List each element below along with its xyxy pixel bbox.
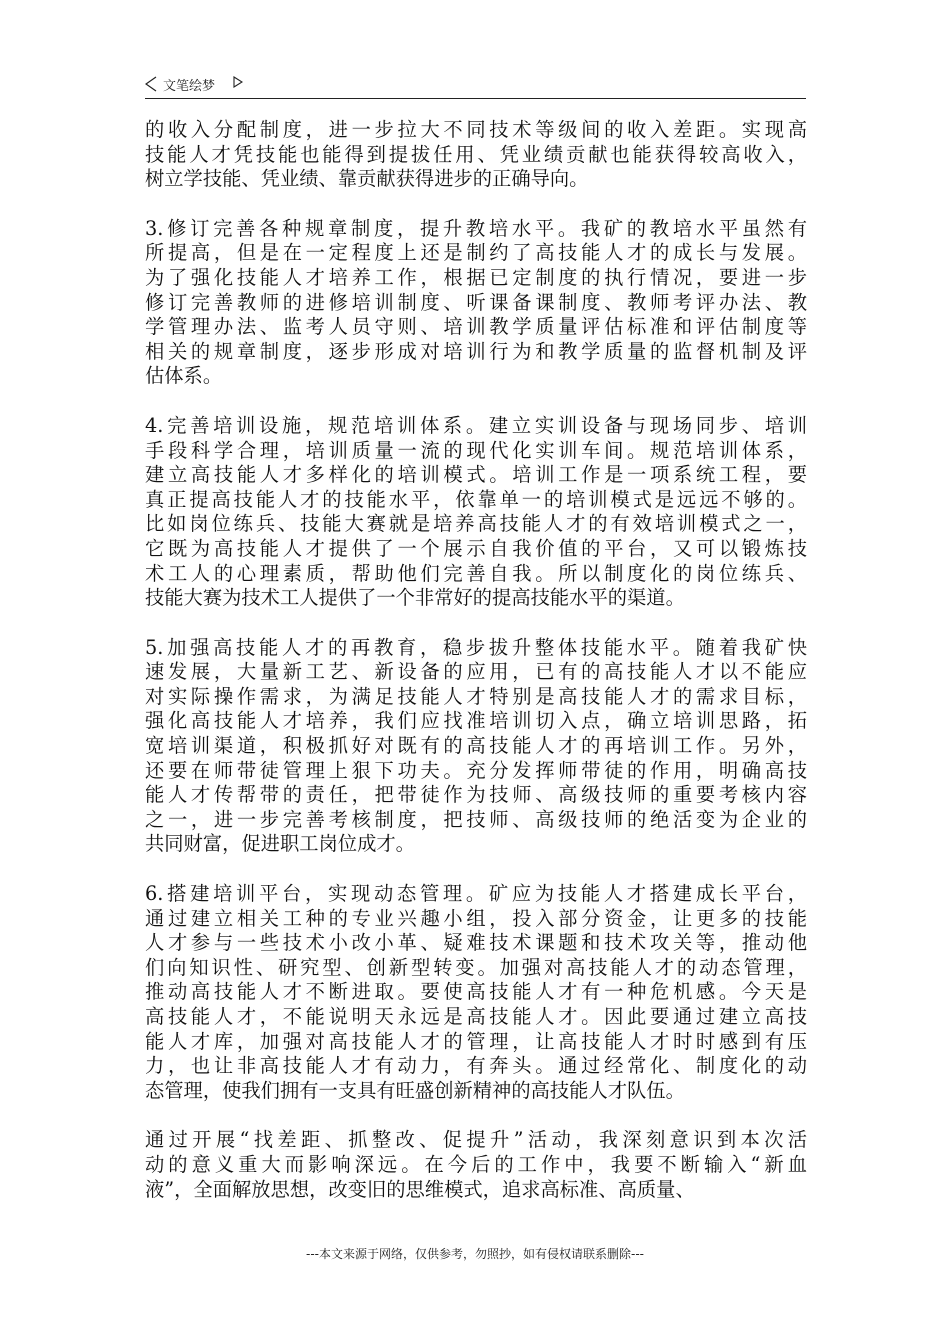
text-line: 之一，进一步完善考核制度，把技师、高级技师的绝活变为企业的	[145, 807, 807, 831]
text-line: 通过开展“找差距、抓整改、促提升”活动，我深刻意识到本次活	[145, 1128, 807, 1152]
paragraph	[145, 217, 807, 389]
text-line: 人才参与一些技术小改小革、疑难技术课题和技术攻关等，推动他	[145, 931, 807, 955]
text-line: 估体系。	[145, 364, 223, 388]
paragraph	[145, 882, 807, 1103]
header-title: 文笔绘梦	[163, 79, 216, 94]
text-line: 4.完善培训设施，规范培训体系。建立实训设备与现场同步、培训	[145, 413, 807, 437]
text-line: 学管理办法、监考人员守则、培训教学质量评估标准和评估制度等	[145, 315, 807, 339]
paragraph	[145, 1128, 807, 1202]
text-line: 它既为高技能人才提供了一个展示自我价值的平台，又可以锻炼技	[145, 536, 807, 560]
text-line: 相关的规章制度，逐步形成对培训行为和教学质量的监督机制及评	[145, 339, 807, 363]
text-line: 通过建立相关工种的专业兴趣小组，投入部分资金，让更多的技能	[145, 906, 807, 930]
text-line: 所提高，但是在一定程度上还是制约了高技能人才的成长与发展。	[145, 241, 807, 265]
paragraph	[145, 414, 807, 611]
text-line: 的收入分配制度，进一步拉大不同技术等级间的收入差距。实现高	[145, 118, 807, 141]
text-line: 5.加强高技能人才的再教育，稳步拔升整体技能水平。随着我矿快	[145, 635, 807, 659]
text-line: 高技能人才，不能说明天永远是高技能人才。因此要通过建立高技	[145, 1005, 807, 1028]
text-line: 树立学技能、凭业绩、靠贡献获得进步的正确导向。	[145, 167, 589, 191]
text-line: 技能大赛为技术工人提供了一个非常好的提高技能水平的渠道。	[145, 586, 685, 610]
text-line: 术工人的心理素质，帮助他们完善自我。所以制度化的岗位练兵、	[145, 561, 807, 585]
text-line: 力，也让非高技能人才有动力，有奔头。通过经常化、制度化的动	[145, 1054, 807, 1078]
text-line: 还要在师带徒管理上狠下功夫。充分发挥师带徒的作用，明确高技	[145, 758, 807, 782]
text-line: 3.修订完善各种规章制度，提升教培水平。我矿的教培水平虽然有	[145, 216, 807, 240]
text-line: 修订完善教师的进修培训制度、听课备课制度、教师考评办法、教	[145, 290, 807, 314]
text-line: 真正提高技能人才的技能水平，依靠单一的培训模式是远远不够的。	[145, 487, 807, 511]
text-line: 动的意义重大而影响深远。在今后的工作中，我要不断输入“新血	[145, 1152, 807, 1176]
text-line: 速发展，大量新工艺、新设备的应用，已有的高技能人才以不能应	[145, 660, 807, 684]
text-line: 比如岗位练兵、技能大赛就是培养高技能人才的有效培训模式之一，	[145, 512, 807, 536]
text-line: 对实际操作需求，为满足技能人才特别是高技能人才的需求目标，	[145, 684, 807, 708]
page-header	[145, 74, 806, 99]
text-line: 强化高技能人才培养，我们应找准培训切入点，确立培训思路，拓	[145, 709, 807, 733]
text-line: 手段科学合理，培训质量一流的现代化实训车间。规范培训体系，	[145, 438, 807, 462]
paragraph	[145, 118, 807, 192]
text-line: 们向知识性、研究型、创新型转变。加强对高技能人才的动态管理，	[145, 955, 807, 979]
left-triangle-icon	[145, 76, 157, 92]
text-line: 6.搭建培训平台，实现动态管理。矿应为技能人才搭建成长平台，	[145, 882, 807, 906]
text-line: 宽培训渠道，积极抓好对既有的高技能人才的再培训工作。另外，	[145, 734, 807, 758]
document-body	[145, 118, 807, 1227]
footer-disclaimer: ---本文来源于网络，仅供参考，勿照抄，如有侵权请联系删除---	[306, 1247, 644, 1261]
text-line: 技能人才凭技能也能得到提拔任用、凭业绩贡献也能获得较高收入，	[145, 142, 807, 166]
text-line: 能人才库，加强对高技能人才的管理，让高技能人才时时感到有压	[145, 1029, 807, 1053]
text-line: 液”，全面解放思想，改变旧的思维模式，追求高标准、高质量、	[145, 1177, 695, 1201]
text-line: 推动高技能人才不断进取。要使高技能人才有一种危机感。今天是	[145, 980, 807, 1004]
paragraph	[145, 636, 807, 857]
text-line: 能人才传帮带的责任，把带徒作为技师、高级技师的重要考核内容	[145, 783, 807, 807]
text-line: 为了强化技能人才培养工作，根据已定制度的执行情况，要进一步	[145, 265, 807, 289]
text-line: 态管理，使我们拥有一支具有旺盛创新精神的高技能人才队伍。	[145, 1078, 685, 1102]
text-line: 共同财富，促进职工岗位成才。	[145, 832, 415, 856]
text-line: 建立高技能人才多样化的培训模式。培训工作是一项系统工程，要	[145, 463, 807, 487]
right-triangle-icon	[233, 76, 243, 88]
